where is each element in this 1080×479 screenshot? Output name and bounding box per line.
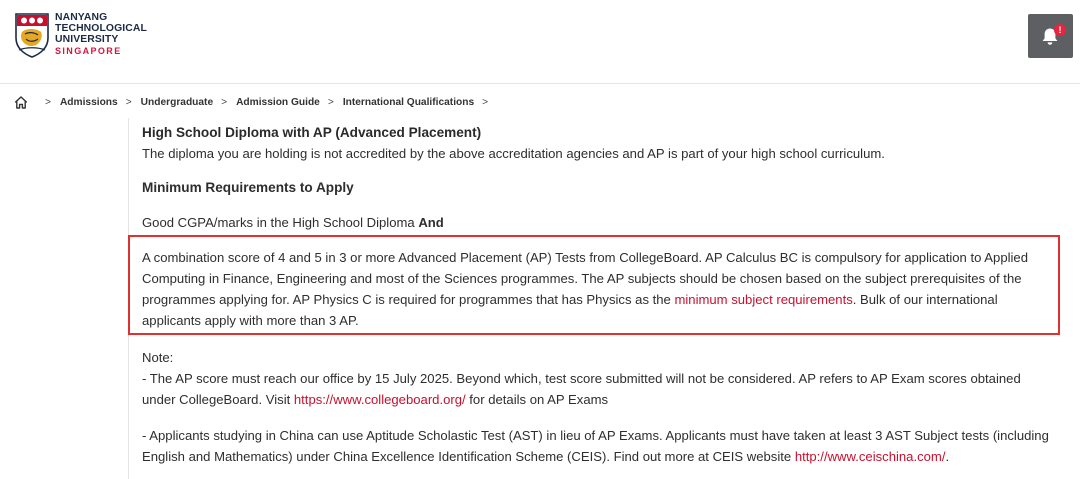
ap-combination-text: A combination score of 4 and 5 in 3 or more Advanced Placement (AP) Tests from CollegeBoard. AP Calculus BC is compulsory for application to Applied Computing in Finance, Engineering and most of the Sciences programmes. The AP subjects should be chosen based on the subject prerequisites of the programmes applying for. AP Physics C is required for programmes that has Physics as the	[142, 250, 1028, 307]
ceis-link[interactable]: http://www.ceischina.com/	[794, 449, 946, 464]
minimum-subject-requirements-link[interactable]: minimum subject requirements	[674, 292, 853, 307]
note-text: - The AP score must reach our office by 15 July 2025. Beyond which, test score submitted will not be considered. AP refers to AP Exam scores obtained under CollegeBoard. Visit	[142, 371, 1021, 407]
breadcrumb-undergraduate[interactable]: Undergraduate	[140, 97, 214, 108]
ap-combination-requirement	[142, 247, 1057, 331]
section-description: The diploma you are holding is not accredited by the above accreditation agencies and AP is part of your high school curriculum.	[142, 146, 885, 161]
breadcrumb-international-qualifications[interactable]: International Qualifications	[342, 97, 475, 108]
logo-wordmark	[55, 12, 147, 57]
notification-badge: !	[1054, 24, 1066, 36]
breadcrumb	[14, 96, 497, 109]
notification-button[interactable]	[1028, 14, 1073, 58]
breadcrumb-separator: >	[327, 97, 334, 108]
note-label: Note:	[142, 350, 174, 365]
logo-line-university: UNIVERSITY	[55, 34, 119, 45]
main-content	[142, 122, 1067, 464]
breadcrumb-admission-guide[interactable]: Admission Guide	[236, 97, 320, 108]
china-ast-note	[142, 425, 1067, 467]
breadcrumb-separator: >	[45, 97, 51, 108]
section-title: High School Diploma with AP (Advanced Placement)	[142, 125, 482, 140]
ap-combination-text-end: . Bulk of our international applicants apply with more than 3 AP.	[142, 292, 998, 328]
cgpa-and-label: And	[418, 215, 444, 230]
china-note-text-end: .	[945, 449, 950, 464]
cgpa-requirement-text: Good CGPA/marks in the High School Diploma	[142, 215, 419, 230]
home-icon[interactable]	[14, 96, 28, 109]
ntu-logo[interactable]	[14, 12, 147, 58]
breadcrumb-admissions[interactable]: Admissions	[59, 97, 118, 108]
breadcrumb-separator: >	[482, 97, 489, 108]
note-text-end: for details on AP Exams	[465, 392, 609, 407]
china-note-text: - Applicants studying in China can use Aptitude Scholastic Test (AST) in lieu of AP Exams. Applicants must have taken at least 3 AST Subject tests (including English and Mathematics) under China Excellence Identification Scheme (CEIS). Find out more at CEIS website	[142, 428, 1049, 464]
cgpa-requirement	[142, 212, 444, 233]
ntu-crest-icon	[14, 12, 50, 58]
breadcrumb-separator: >	[125, 97, 132, 108]
note-block	[142, 347, 1057, 410]
min-requirements-heading: Minimum Requirements to Apply	[142, 180, 354, 195]
logo-line-technological: TECHNOLOGICAL	[55, 23, 147, 34]
logo-line-singapore: SINGAPORE	[55, 46, 122, 56]
collegeboard-link[interactable]: https://www.collegeboard.org/	[293, 392, 466, 407]
breadcrumb-separator: >	[221, 97, 228, 108]
logo-line-nanyang: NANYANG	[55, 12, 108, 23]
site-header	[0, 0, 1080, 84]
